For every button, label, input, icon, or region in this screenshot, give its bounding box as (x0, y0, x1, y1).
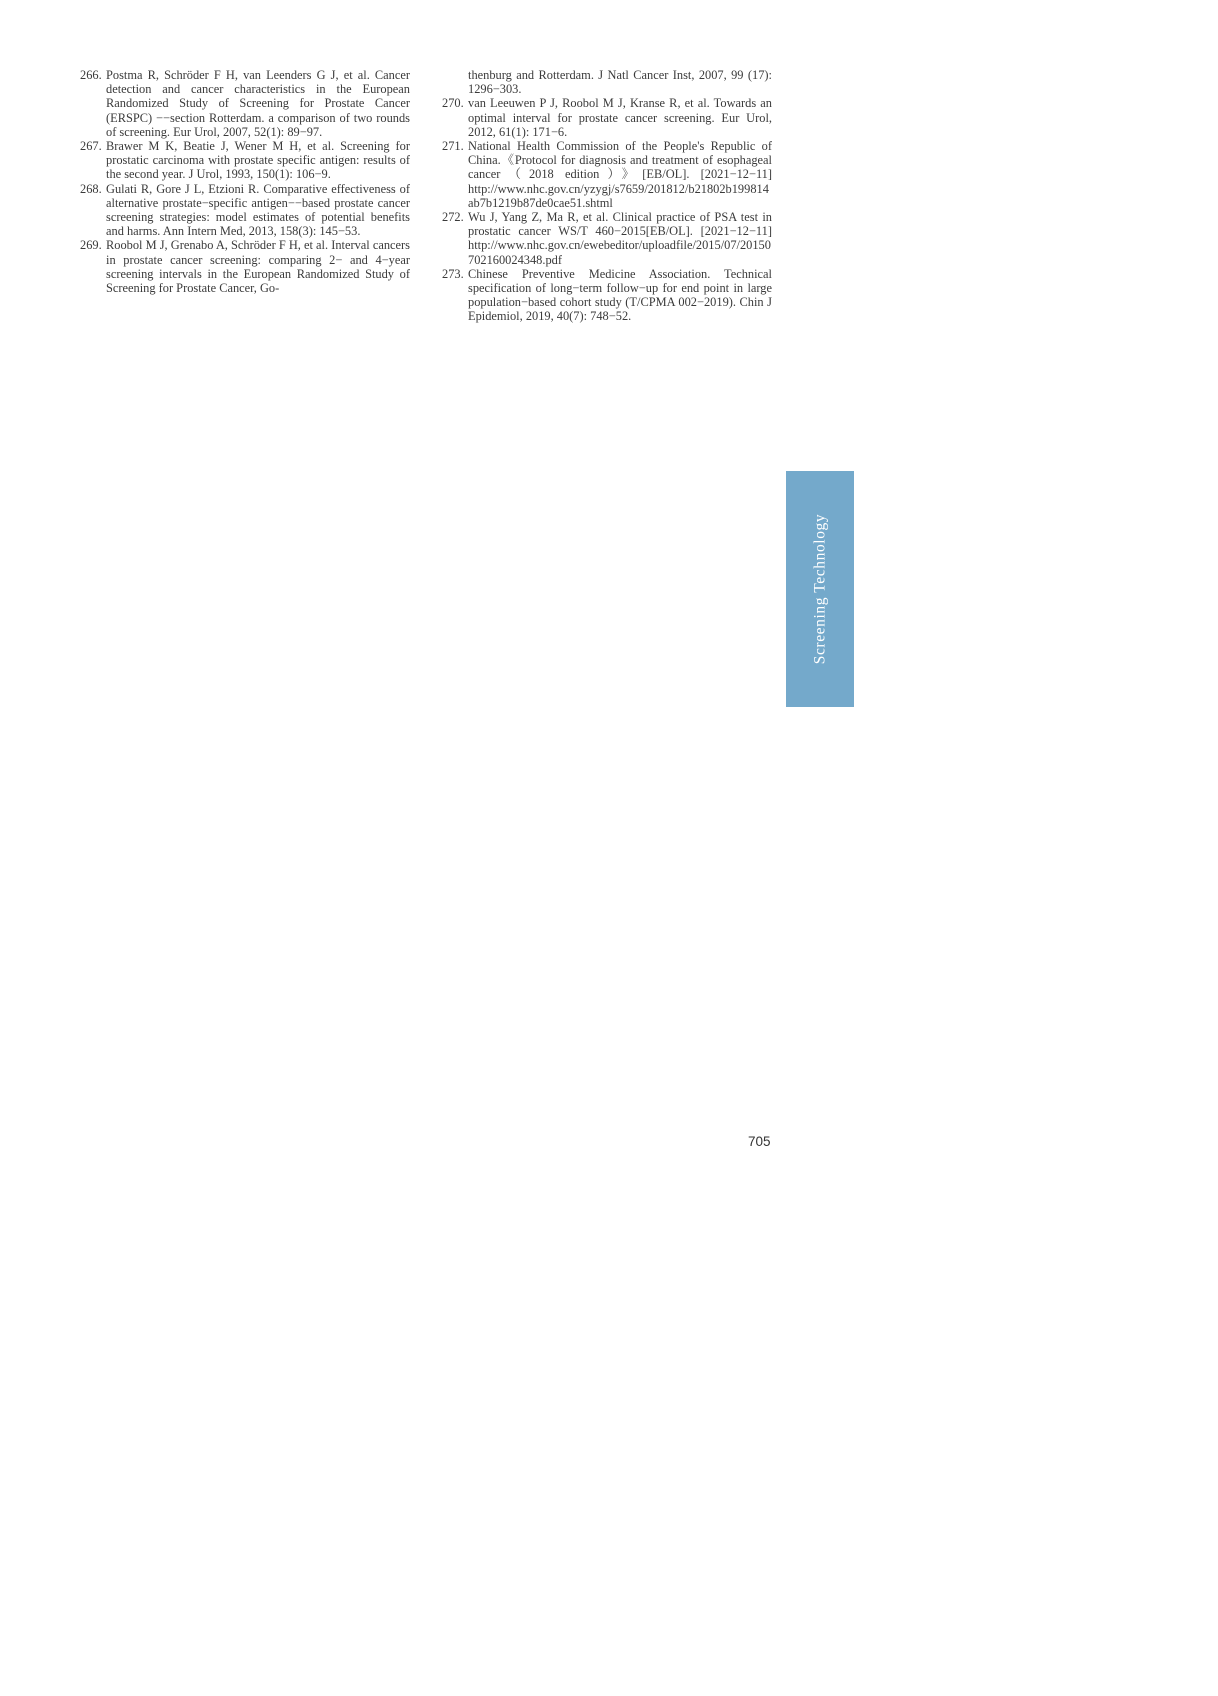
reference-number: 273. (442, 266, 464, 281)
reference-text: thenburg and Rotterdam. J Natl Cancer Inst, 2007, 99 (17): 1296−303. (468, 68, 772, 97)
reference-item (80, 238, 410, 295)
reference-text: National Health Commission of the People's Republic of China.《Protocol for diagnosis and treatment of esophageal cancer（2018 edition）》[EB/OL]. [2021−12−11] http://www.nhc.gov.cn/yzygj/s7659/201812/b21802b199814ab7b1219b87de0cae51.shtml (468, 139, 772, 210)
reference-item (80, 68, 410, 139)
references-column-left (80, 68, 410, 295)
reference-text: Roobol M J, Grenabo A, Schröder F H, et al. Interval cancers in prostate cancer screening: comparing 2− and 4−year screening intervals in the European Randomized Study of Screening for Prostate Cancer, Go- (106, 238, 410, 296)
reference-number: 267. (80, 139, 102, 154)
reference-number: 266. (80, 68, 102, 82)
reference-text: Brawer M K, Beatie J, Wener M H, et al. Screening for prostatic carcinoma with prostate specific antigen: results of the second year. J Urol, 1993, 150(1): 106−9. (106, 139, 410, 182)
section-side-tab-label: Screening Technology (811, 513, 828, 665)
reference-text: Postma R, Schröder F H, van Leenders G J, et al. Cancer detection and cancer characteristics in the European Randomized Study of Screening for Prostate Cancer (ERSPC) −−section Rotterdam. a comparison of two rounds of screening. Eur Urol, 2007, 52(1): 89−97. (106, 68, 410, 139)
reference-item (80, 139, 410, 182)
reference-number: 270. (442, 96, 464, 111)
reference-item (442, 210, 772, 267)
reference-item-continued (442, 68, 772, 96)
reference-text: Wu J, Yang Z, Ma R, et al. Clinical practice of PSA test in prostatic cancer WS/T 460−2015[EB/OL]. [2021−12−11] http://www.nhc.gov.cn/ewebeditor/uploadfile/2015/07/20150702160024348.pdf (468, 210, 772, 267)
reference-number: 268. (80, 181, 102, 196)
section-side-tab (786, 471, 854, 707)
reference-item (80, 182, 410, 239)
reference-text: Gulati R, Gore J L, Etzioni R. Comparative effectiveness of alternative prostate−specific antigen−−based prostate cancer screening strategies: model estimates of potential benefits and harms. Ann Intern Med, 2013, 158(3): 145−53. (106, 181, 410, 239)
reference-item (442, 96, 772, 139)
reference-number: 272. (442, 210, 464, 225)
reference-number: 269. (80, 238, 102, 253)
reference-item (442, 139, 772, 210)
reference-text: van Leeuwen P J, Roobol M J, Kranse R, et al. Towards an optimal interval for prostate cancer screening. Eur Urol, 2012, 61(1): 171−6. (468, 96, 772, 139)
references-column-right (442, 68, 772, 324)
reference-number: 271. (442, 139, 464, 154)
page-number: 705 (748, 1134, 771, 1149)
reference-item (442, 267, 772, 324)
reference-text: Chinese Preventive Medicine Association. Technical specification of long−term follow−up for end point in large population−based cohort study (T/CPMA 002−2019). Chin J Epidemiol, 2019, 40(7): 748−52. (468, 266, 772, 324)
